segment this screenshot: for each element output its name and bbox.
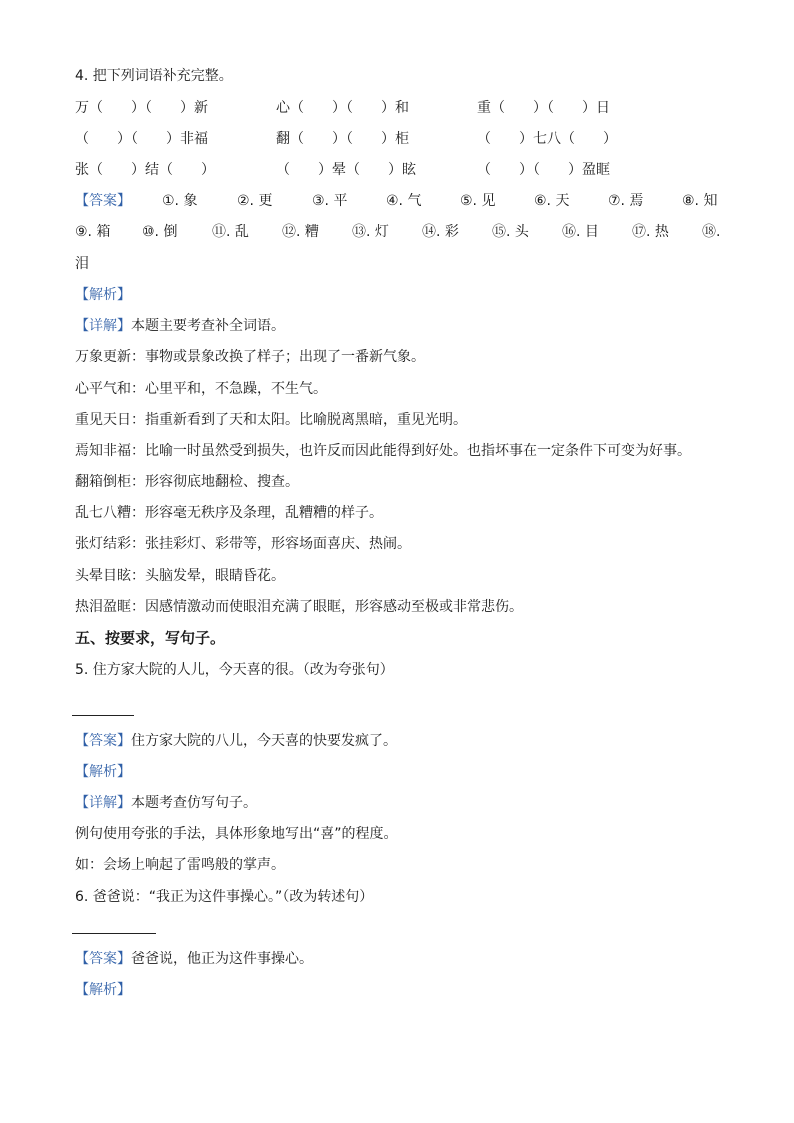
q4-answer-6: ⑥. 天: [534, 193, 570, 209]
q4-answer-4: ④. 气: [386, 193, 422, 209]
q4-answer-9: ⑨. 箱: [75, 224, 111, 240]
q4-explanation-4: 焉知非福：比喻一时虽然受到损失，也许反而因此能得到好处。也指坏事在一定条件下可变为好事。: [75, 443, 691, 459]
q4-answer-18: ⑱.: [702, 224, 721, 240]
q5-detail: [75, 794, 257, 812]
q4-detail-tag: 【详解】: [75, 318, 131, 334]
q4-item-2: 心（ ）（ ）和: [276, 100, 409, 116]
q5-note-1: 例句使用夸张的手法，具体形象地写出“喜”的程度。: [75, 826, 398, 842]
q6-answer-blank: [72, 933, 156, 934]
q4-answer-14: ⑭. 彩: [422, 224, 459, 240]
q4-answer-8: ⑧. 知: [682, 193, 718, 209]
q4-item-9: （ ）（ ）盈眶: [477, 162, 610, 178]
q4-answer-1: ①. 象: [162, 193, 198, 209]
section-heading: 五、按要求，写句子。: [75, 629, 226, 647]
q6-answer-text: 爸爸说，他正为这件事操心。: [131, 951, 313, 967]
q4-explanation-9: 热泪盈眶：因感情激动而使眼泪充满了眼眶，形容感动至极或非常悲伤。: [75, 599, 523, 615]
q4-answer-7: ⑦. 焉: [608, 193, 644, 209]
q4-answer-11: ⑪. 乱: [212, 224, 249, 240]
q5-answer-text: 住方家大院的八儿，今天喜的快要发疯了。: [131, 733, 397, 749]
q4-item-8: （ ）晕（ ）眩: [276, 162, 416, 178]
q5-answer: [75, 732, 397, 750]
q4-answer-12: ⑫. 糟: [282, 224, 319, 240]
q4-answer-3: ③. 平: [312, 193, 348, 209]
q4-item-4: （ ）（ ）非福: [75, 131, 208, 147]
q4-explanation-3: 重见天日：指重新看到了天和太阳。比喻脱离黑暗，重见光明。: [75, 412, 467, 428]
q4-item-5: 翻（ ）（ ）柜: [276, 131, 409, 147]
q5-detail-text: 本题考查仿写句子。: [131, 795, 257, 811]
q4-detail: [75, 317, 285, 335]
q5-question: 5. 住方家大院的人儿，今天喜的很。（改为夸张句）: [75, 662, 394, 678]
q4-explanation-5: 翻箱倒柜：形容彻底地翻检、搜查。: [75, 474, 299, 490]
q6-analysis-tag: 【解析】: [75, 982, 131, 998]
q4-explanation-1: 万象更新：事物或景象改换了样子；出现了一番新气象。: [75, 349, 425, 365]
q5-answer-tag: 【答案】: [75, 733, 131, 749]
q4-answer-15: ⑮. 头: [492, 224, 529, 240]
q4-answer-13: ⑬. 灯: [352, 224, 389, 240]
q4-analysis-tag: 【解析】: [75, 287, 131, 303]
q4-detail-text: 本题主要考查补全词语。: [131, 318, 285, 334]
q5-analysis-tag: 【解析】: [75, 764, 131, 780]
q4-title: 4. 把下列词语补充完整。: [75, 68, 233, 84]
q4-item-6: （ ）七八（ ）: [477, 131, 617, 147]
q4-item-1: 万（ ）（ ）新: [75, 100, 208, 116]
q4-explanation-6: 乱七八糟：形容毫无秩序及条理，乱糟糟的样子。: [75, 505, 383, 521]
q4-answer-2: ②. 更: [237, 193, 273, 209]
q4-item-3: 重（ ）（ ）日: [477, 100, 610, 116]
q4-explanation-7: 张灯结彩：张挂彩灯、彩带等，形容场面喜庆、热闹。: [75, 536, 411, 552]
q6-answer-tag: 【答案】: [75, 951, 131, 967]
q4-answer-10: ⑩. 倒: [142, 224, 178, 240]
q4-answer-tag: 【答案】: [75, 193, 131, 209]
q4-answer-17: ⑰. 热: [632, 224, 669, 240]
q6-answer: [75, 950, 313, 968]
q4-explanation-8: 头晕目眩：头脑发晕，眼睛昏花。: [75, 568, 285, 584]
q4-explanation-2: 心平气和：心里平和，不急躁，不生气。: [75, 381, 327, 397]
q5-note-2: 如：会场上响起了雷鸣般的掌声。: [75, 857, 285, 873]
q4-answer-last: 泪: [75, 256, 89, 272]
q5-answer-blank: [72, 715, 134, 716]
q4-item-7: 张（ ）结（ ）: [75, 162, 215, 178]
q4-answer-16: ⑯. 目: [562, 224, 599, 240]
q5-detail-tag: 【详解】: [75, 795, 131, 811]
q6-question: 6. 爸爸说：“我正为这件事操心。”（改为转述句）: [75, 889, 374, 905]
q4-answer-5: ⑤. 见: [460, 193, 496, 209]
